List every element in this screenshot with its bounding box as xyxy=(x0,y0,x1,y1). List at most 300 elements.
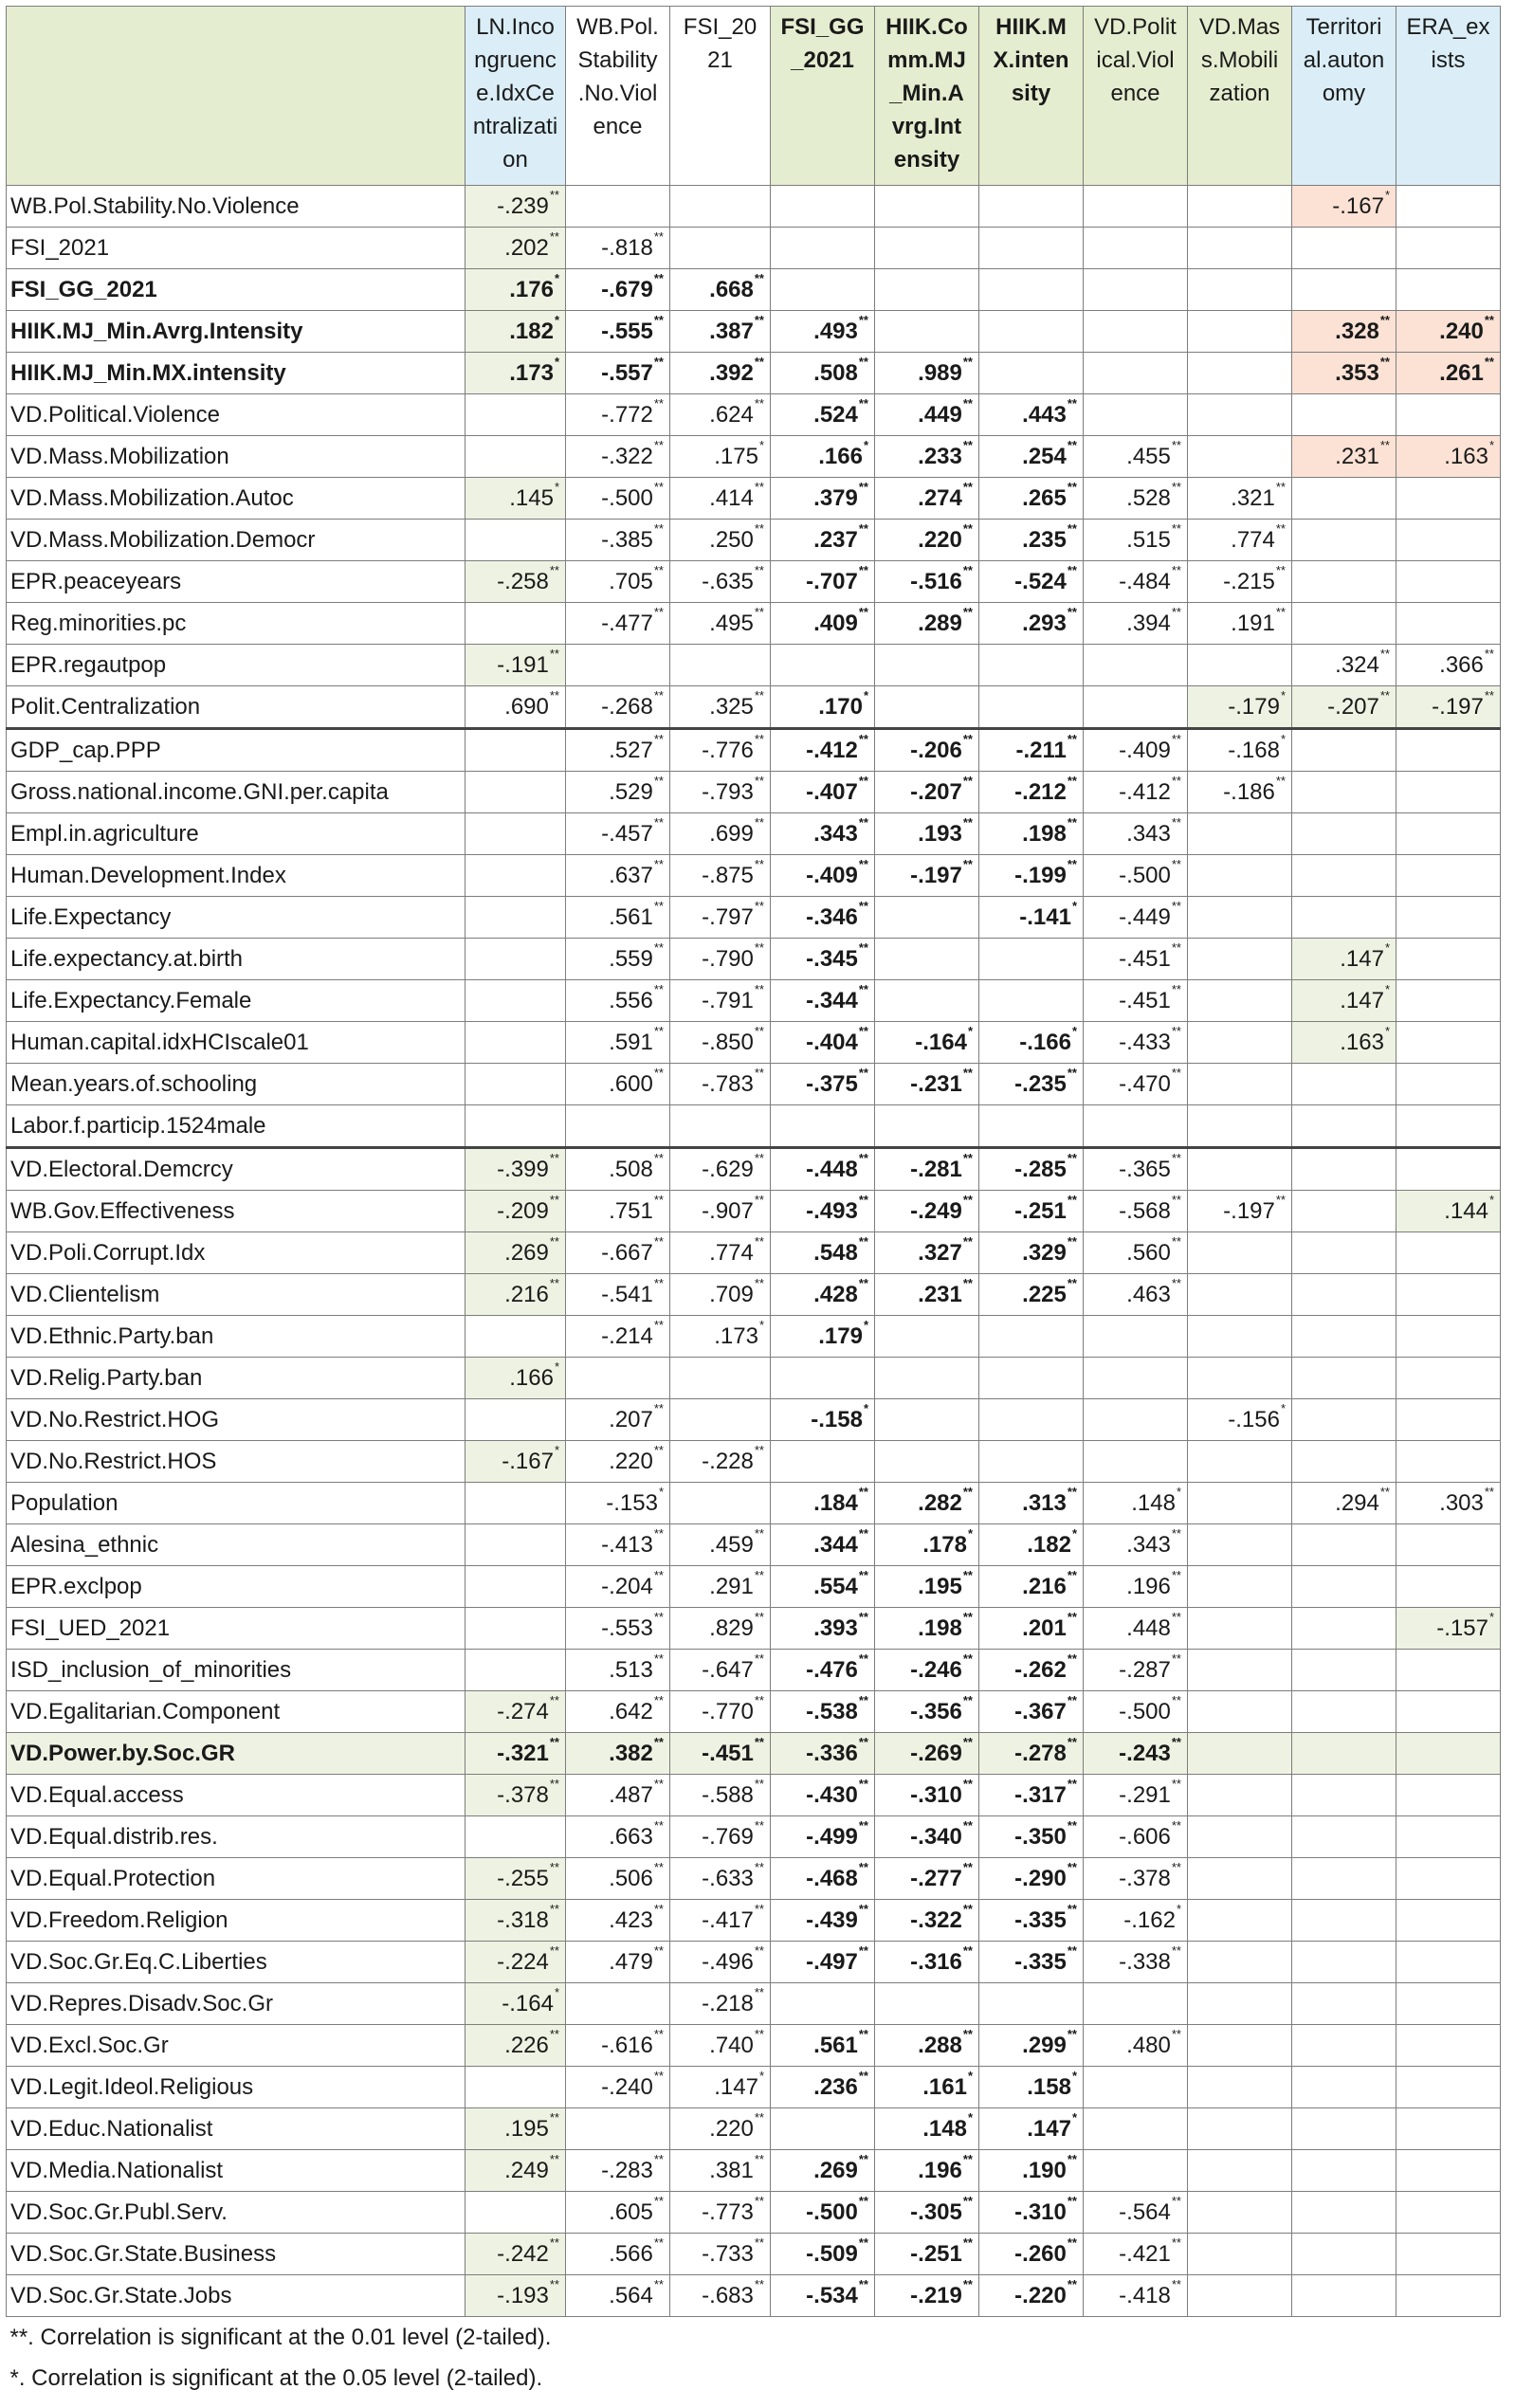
correlation-cell xyxy=(1084,1524,1188,1566)
correlation-value: .381 xyxy=(709,2157,754,2183)
correlation-cell xyxy=(1188,1983,1292,2025)
significance-marker: * xyxy=(1384,939,1390,955)
correlation-cell xyxy=(979,2192,1084,2234)
correlation-cell xyxy=(1084,2025,1188,2067)
table-row xyxy=(7,1524,1501,1566)
correlation-cell xyxy=(566,561,670,603)
correlation-cell xyxy=(771,1942,875,1983)
significance-marker: ** xyxy=(858,520,868,536)
significance-marker: ** xyxy=(653,939,664,955)
column-header-line: Stability xyxy=(577,47,658,73)
correlation-value: .179 xyxy=(818,1323,863,1349)
correlation-cell xyxy=(771,1105,875,1148)
correlation-cell xyxy=(1084,394,1188,436)
correlation-cell xyxy=(875,478,979,520)
correlation-cell xyxy=(771,436,875,478)
significance-marker: ** xyxy=(754,2235,764,2250)
correlation-cell xyxy=(1396,1399,1501,1441)
correlation-value: .774 xyxy=(1231,526,1275,553)
table-row xyxy=(7,1022,1501,1064)
correlation-value: -.291 xyxy=(1119,1781,1171,1808)
significance-marker: ** xyxy=(754,395,764,410)
correlation-cell xyxy=(465,686,566,729)
correlation-cell xyxy=(1188,1064,1292,1105)
correlation-cell xyxy=(566,1733,670,1775)
correlation-cell xyxy=(1188,2067,1292,2108)
correlation-cell xyxy=(875,939,979,980)
correlation-cell xyxy=(1396,1816,1501,1858)
correlation-value: .393 xyxy=(813,1614,858,1641)
correlation-cell xyxy=(566,2275,670,2317)
correlation-cell xyxy=(1084,686,1188,729)
correlation-value: .751 xyxy=(609,1197,653,1224)
significance-marker: ** xyxy=(549,646,559,661)
correlation-cell xyxy=(1396,1064,1501,1105)
significance-marker: * xyxy=(1384,1023,1390,1038)
significance-marker: ** xyxy=(754,1567,764,1582)
table-row xyxy=(7,772,1501,813)
table-row xyxy=(7,228,1501,269)
correlation-cell xyxy=(566,855,670,897)
row-label: HIIK.MJ_Min.MX.intensity xyxy=(7,353,465,394)
correlation-value: -.228 xyxy=(702,1448,754,1474)
correlation-cell xyxy=(1084,1399,1188,1441)
correlation-cell xyxy=(771,772,875,813)
footnote: **. Correlation is significant at the 0.01 level (2-tailed). xyxy=(9,2324,552,2350)
correlation-cell xyxy=(465,729,566,772)
correlation-value: -.156 xyxy=(1228,1406,1280,1432)
correlation-value: .690 xyxy=(504,693,549,720)
significance-marker: ** xyxy=(1171,856,1181,871)
significance-marker: ** xyxy=(1067,2235,1077,2250)
significance-marker: ** xyxy=(754,687,764,702)
significance-marker: * xyxy=(1280,731,1286,746)
correlation-value: -.733 xyxy=(702,2240,754,2267)
correlation-value: .591 xyxy=(609,1029,653,1055)
correlation-value: -.158 xyxy=(811,1406,863,1432)
significance-marker: ** xyxy=(858,939,868,955)
correlation-cell xyxy=(670,394,771,436)
correlation-value: .163 xyxy=(1340,1029,1384,1055)
correlation-value: .265 xyxy=(1022,484,1067,511)
correlation-cell xyxy=(1084,1775,1188,1816)
significance-marker: ** xyxy=(549,562,559,577)
significance-marker: ** xyxy=(1067,1065,1077,1080)
significance-marker: ** xyxy=(1067,1275,1077,1290)
significance-marker: ** xyxy=(858,2026,868,2041)
correlation-cell xyxy=(1396,603,1501,645)
correlation-value: .524 xyxy=(813,401,858,428)
correlation-value: -.457 xyxy=(601,820,653,847)
correlation-cell xyxy=(1292,2108,1396,2150)
correlation-cell xyxy=(670,1064,771,1105)
correlation-cell xyxy=(465,2234,566,2275)
correlation-value: -.534 xyxy=(806,2282,858,2308)
correlation-cell xyxy=(566,1942,670,1983)
correlation-value: -.409 xyxy=(806,862,858,888)
correlation-value: .463 xyxy=(1126,1281,1171,1307)
table-row xyxy=(7,561,1501,603)
correlation-value: -.500 xyxy=(601,484,653,511)
correlation-cell xyxy=(1084,1566,1188,1608)
correlation-value: -.375 xyxy=(806,1070,858,1097)
significance-marker: ** xyxy=(962,2193,973,2208)
significance-marker: * xyxy=(554,1984,559,1999)
correlation-value: -.378 xyxy=(1119,1865,1171,1891)
column-header-line: FSI_GG xyxy=(780,14,865,40)
correlation-cell xyxy=(771,1316,875,1358)
correlation-cell xyxy=(670,520,771,561)
correlation-value: -.476 xyxy=(806,1656,858,1683)
significance-marker: ** xyxy=(858,1567,868,1582)
table-row xyxy=(7,436,1501,478)
correlation-cell xyxy=(875,1858,979,1900)
table-row xyxy=(7,686,1501,729)
correlation-cell xyxy=(465,1148,566,1191)
significance-marker: ** xyxy=(962,2235,973,2250)
correlation-cell xyxy=(1084,1358,1188,1399)
correlation-cell xyxy=(875,1483,979,1524)
significance-marker: ** xyxy=(962,520,973,536)
correlation-cell xyxy=(1292,1232,1396,1274)
correlation-value: -.277 xyxy=(910,1865,962,1891)
correlation-value: .382 xyxy=(609,1740,653,1766)
significance-marker: ** xyxy=(653,2276,664,2291)
significance-marker: * xyxy=(863,1317,868,1332)
correlation-cell xyxy=(465,1358,566,1399)
significance-marker: ** xyxy=(549,1275,559,1290)
correlation-cell xyxy=(1084,1608,1188,1650)
significance-marker: ** xyxy=(962,814,973,830)
row-label: Labor.f.particip.1524male xyxy=(7,1105,465,1148)
correlation-cell xyxy=(566,1441,670,1483)
correlation-cell xyxy=(979,1608,1084,1650)
correlation-cell xyxy=(1396,228,1501,269)
correlation-cell xyxy=(1084,2192,1188,2234)
correlation-cell xyxy=(465,1983,566,2025)
correlation-value: -.191 xyxy=(497,651,549,678)
correlation-value: .428 xyxy=(813,1281,858,1307)
correlation-cell xyxy=(875,1942,979,1983)
correlation-value: -.568 xyxy=(1119,1197,1171,1224)
correlation-cell xyxy=(771,897,875,939)
significance-marker: ** xyxy=(653,2026,664,2041)
correlation-value: .173 xyxy=(509,359,554,386)
significance-marker: ** xyxy=(653,437,664,452)
correlation-value: .515 xyxy=(1126,526,1171,553)
correlation-cell xyxy=(979,939,1084,980)
correlation-value: -.262 xyxy=(1014,1656,1067,1683)
row-label: VD.Equal.distrib.res. xyxy=(7,1816,465,1858)
significance-marker: ** xyxy=(754,479,764,494)
significance-marker: ** xyxy=(1275,479,1286,494)
correlation-value: -.772 xyxy=(601,401,653,428)
correlation-value: .321 xyxy=(1231,484,1275,511)
correlation-cell xyxy=(771,478,875,520)
correlation-cell xyxy=(1396,1274,1501,1316)
table-row xyxy=(7,1775,1501,1816)
correlation-cell xyxy=(875,2234,979,2275)
correlation-value: -.499 xyxy=(806,1823,858,1850)
correlation-cell xyxy=(979,1064,1084,1105)
column-header-line: LN.Inco xyxy=(476,14,555,40)
correlation-value: -.875 xyxy=(702,862,754,888)
significance-marker: ** xyxy=(962,437,973,452)
correlation-cell xyxy=(875,603,979,645)
correlation-cell xyxy=(566,980,670,1022)
significance-marker: ** xyxy=(549,1943,559,1958)
correlation-value: -.269 xyxy=(910,1740,962,1766)
significance-marker: ** xyxy=(962,1901,973,1916)
correlation-cell xyxy=(771,520,875,561)
correlation-value: -.260 xyxy=(1014,2240,1067,2267)
table-row xyxy=(7,1983,1501,2025)
correlation-value: .147 xyxy=(1340,987,1384,1013)
correlation-value: -.633 xyxy=(702,1865,754,1891)
correlation-value: -.606 xyxy=(1119,1823,1171,1850)
correlation-cell xyxy=(979,520,1084,561)
significance-marker: ** xyxy=(858,1859,868,1874)
table-row xyxy=(7,980,1501,1022)
table-row xyxy=(7,1232,1501,1274)
correlation-value: -.285 xyxy=(1014,1156,1067,1182)
column-header-line: s.Mobili xyxy=(1200,47,1279,73)
significance-marker: ** xyxy=(653,1023,664,1038)
correlation-value: .600 xyxy=(609,1070,653,1097)
significance-marker: ** xyxy=(653,1525,664,1541)
significance-marker: ** xyxy=(1275,520,1286,536)
correlation-value: -.412 xyxy=(806,737,858,763)
correlation-cell xyxy=(875,2067,979,2108)
correlation-value: .409 xyxy=(813,610,858,636)
correlation-cell xyxy=(1188,1191,1292,1232)
correlation-value: .299 xyxy=(1022,2032,1067,2058)
correlation-cell xyxy=(1396,478,1501,520)
correlation-cell xyxy=(566,1483,670,1524)
significance-marker: * xyxy=(967,1525,973,1541)
correlation-cell xyxy=(465,1274,566,1316)
significance-marker: ** xyxy=(858,856,868,871)
correlation-cell xyxy=(1396,1483,1501,1524)
correlation-cell xyxy=(771,2275,875,2317)
correlation-cell xyxy=(1396,353,1501,394)
correlation-cell xyxy=(1188,1691,1292,1733)
correlation-value: .148 xyxy=(1131,1489,1176,1516)
column-header-line: ence xyxy=(593,114,643,139)
correlation-cell xyxy=(670,603,771,645)
significance-marker: ** xyxy=(1171,1150,1181,1165)
correlation-cell xyxy=(465,2025,566,2067)
correlation-value: -.338 xyxy=(1119,1948,1171,1975)
table-row xyxy=(7,897,1501,939)
column-header-line: _2021 xyxy=(791,47,854,73)
significance-marker: ** xyxy=(858,1734,868,1749)
correlation-cell xyxy=(875,561,979,603)
significance-marker: ** xyxy=(962,1776,973,1791)
row-label: VD.Soc.Gr.Eq.C.Liberties xyxy=(7,1942,465,1983)
correlation-value: .561 xyxy=(609,903,653,930)
correlation-cell xyxy=(1084,2234,1188,2275)
correlation-cell xyxy=(979,1691,1084,1733)
correlation-value: .250 xyxy=(709,526,754,553)
significance-marker: ** xyxy=(1171,2235,1181,2250)
column-header-line: zation xyxy=(1209,81,1270,106)
significance-marker: ** xyxy=(754,773,764,788)
correlation-value: -.290 xyxy=(1014,1865,1067,1891)
correlation-value: .161 xyxy=(922,2073,967,2100)
significance-marker: * xyxy=(1176,1901,1181,1916)
significance-marker: * xyxy=(554,312,559,327)
significance-marker: ** xyxy=(1484,312,1494,327)
table-row xyxy=(7,603,1501,645)
correlation-cell xyxy=(670,1148,771,1191)
correlation-value: .414 xyxy=(709,484,754,511)
correlation-cell xyxy=(771,1483,875,1524)
correlation-cell xyxy=(1292,1650,1396,1691)
correlation-value: -.850 xyxy=(702,1029,754,1055)
correlation-cell xyxy=(670,897,771,939)
correlation-value: .195 xyxy=(504,2115,549,2142)
correlation-value: .289 xyxy=(918,610,962,636)
correlation-cell xyxy=(465,520,566,561)
column-header-line: 21 xyxy=(707,47,733,73)
row-label: VD.No.Restrict.HOG xyxy=(7,1399,465,1441)
correlation-cell xyxy=(875,1232,979,1274)
significance-marker: ** xyxy=(858,981,868,996)
correlation-cell xyxy=(1084,1733,1188,1775)
correlation-cell xyxy=(1292,1691,1396,1733)
correlation-cell xyxy=(1396,1983,1501,2025)
column-header xyxy=(465,7,566,186)
significance-marker: * xyxy=(1071,1525,1077,1541)
significance-marker: ** xyxy=(653,562,664,577)
correlation-cell xyxy=(771,1691,875,1733)
significance-marker: ** xyxy=(754,814,764,830)
correlation-value: .147 xyxy=(1027,2115,1071,2142)
significance-marker: ** xyxy=(549,1734,559,1749)
correlation-cell xyxy=(566,1316,670,1358)
correlation-value: -.335 xyxy=(1014,1948,1067,1975)
correlation-cell xyxy=(465,2150,566,2192)
correlation-value: -.399 xyxy=(497,1156,549,1182)
significance-marker: ** xyxy=(1067,2276,1077,2291)
significance-marker: ** xyxy=(549,2151,559,2166)
correlation-cell xyxy=(771,2150,875,2192)
correlation-cell xyxy=(1084,1691,1188,1733)
correlation-cell xyxy=(465,1022,566,1064)
significance-marker: ** xyxy=(858,2235,868,2250)
correlation-cell xyxy=(566,2150,670,2192)
correlation-cell xyxy=(771,1399,875,1441)
table-row xyxy=(7,1399,1501,1441)
significance-marker: ** xyxy=(1067,562,1077,577)
significance-marker: ** xyxy=(754,1275,764,1290)
significance-marker: ** xyxy=(754,2151,764,2166)
row-label: VD.Legit.Ideol.Religious xyxy=(7,2067,465,2108)
correlation-cell xyxy=(1084,1022,1188,1064)
correlation-value: .559 xyxy=(609,945,653,972)
correlation-cell xyxy=(670,1566,771,1608)
correlation-cell xyxy=(670,645,771,686)
correlation-cell xyxy=(670,1105,771,1148)
correlation-cell xyxy=(771,1064,875,1105)
correlation-cell xyxy=(1292,1316,1396,1358)
significance-marker: ** xyxy=(754,1943,764,1958)
correlation-cell xyxy=(1396,2025,1501,2067)
table-row xyxy=(7,645,1501,686)
correlation-value: .226 xyxy=(504,2032,549,2058)
correlation-table xyxy=(6,6,1501,2399)
significance-marker: * xyxy=(758,2068,764,2083)
correlation-value: .343 xyxy=(813,820,858,847)
row-label: Gross.national.income.GNI.per.capita xyxy=(7,772,465,813)
correlation-cell xyxy=(1292,1358,1396,1399)
table-row xyxy=(7,1816,1501,1858)
significance-marker: ** xyxy=(1171,1233,1181,1249)
significance-marker: ** xyxy=(962,2026,973,2041)
correlation-cell xyxy=(1292,1733,1396,1775)
correlation-value: -.451 xyxy=(702,1740,754,1766)
correlation-cell xyxy=(771,1566,875,1608)
correlation-value: .353 xyxy=(1335,359,1379,386)
correlation-cell xyxy=(771,1022,875,1064)
correlation-cell xyxy=(875,1566,979,1608)
correlation-value: .328 xyxy=(1335,318,1379,344)
correlation-cell xyxy=(875,353,979,394)
correlation-cell xyxy=(1084,1816,1188,1858)
correlation-cell xyxy=(1188,603,1292,645)
significance-marker: ** xyxy=(549,2276,559,2291)
significance-marker: ** xyxy=(962,1943,973,1958)
correlation-value: -.179 xyxy=(1228,693,1280,720)
row-label: VD.Mass.Mobilization.Autoc xyxy=(7,478,465,520)
correlation-cell xyxy=(979,1524,1084,1566)
correlation-value: -.218 xyxy=(702,1990,754,2016)
correlation-cell xyxy=(1396,1775,1501,1816)
significance-marker: * xyxy=(758,437,764,452)
significance-marker: ** xyxy=(962,1567,973,1582)
correlation-cell xyxy=(1396,980,1501,1022)
correlation-cell xyxy=(1084,311,1188,353)
correlation-value: .220 xyxy=(918,526,962,553)
correlation-cell xyxy=(1396,2150,1501,2192)
significance-marker: ** xyxy=(653,228,664,244)
correlation-value: .294 xyxy=(1335,1489,1379,1516)
table-row xyxy=(7,1191,1501,1232)
significance-marker: ** xyxy=(653,1400,664,1415)
correlation-cell xyxy=(875,269,979,311)
correlation-cell xyxy=(1292,1399,1396,1441)
correlation-value: -.283 xyxy=(601,2157,653,2183)
correlation-cell xyxy=(1188,2150,1292,2192)
correlation-value: -.224 xyxy=(497,1948,549,1975)
significance-marker: ** xyxy=(858,2151,868,2166)
correlation-value: -.791 xyxy=(702,987,754,1013)
correlation-cell xyxy=(1188,1022,1292,1064)
correlation-value: -.212 xyxy=(1014,778,1067,805)
correlation-cell xyxy=(1188,1316,1292,1358)
correlation-cell xyxy=(1188,1942,1292,1983)
correlation-value: .147 xyxy=(1340,945,1384,972)
correlation-value: .487 xyxy=(609,1781,653,1808)
correlation-cell xyxy=(465,1064,566,1105)
significance-marker: ** xyxy=(1067,773,1077,788)
footnote: *. Correlation is significant at the 0.05 level (2-tailed). xyxy=(9,2364,543,2391)
correlation-cell xyxy=(771,561,875,603)
correlation-cell xyxy=(1188,2275,1292,2317)
significance-marker: ** xyxy=(754,2026,764,2041)
significance-marker: * xyxy=(1488,1192,1494,1207)
